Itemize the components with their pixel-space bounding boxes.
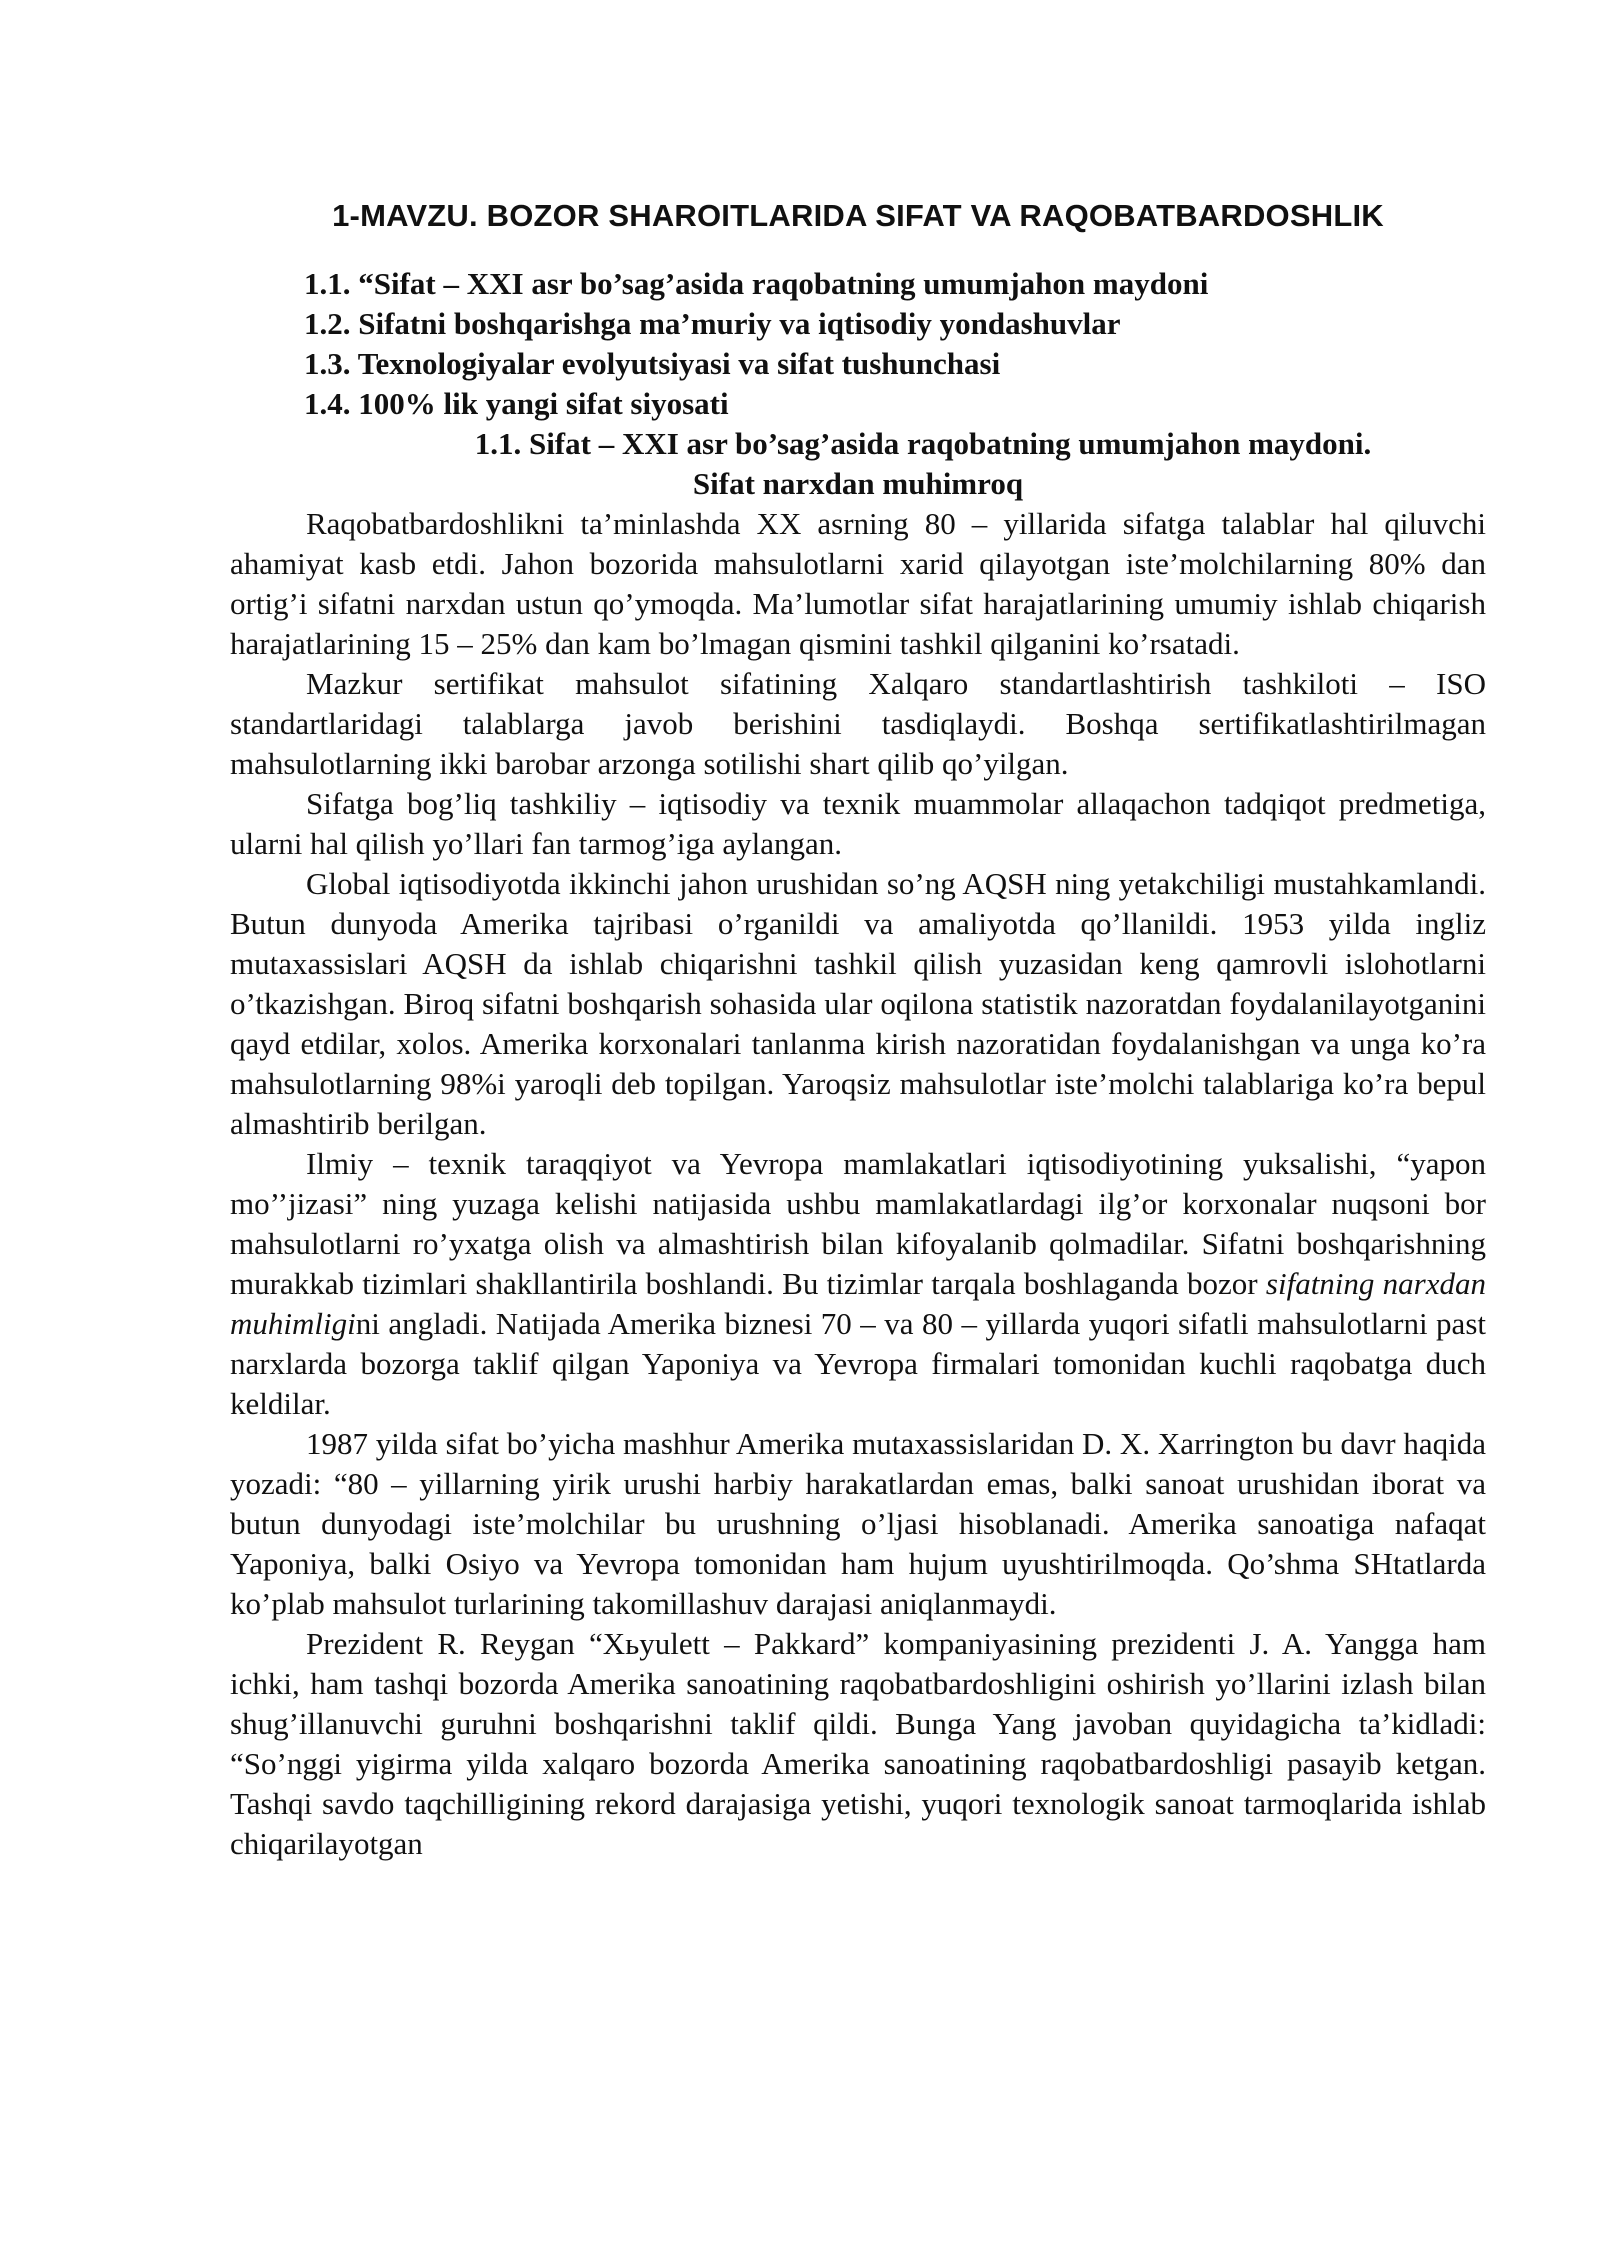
- page-content: [230, 196, 1486, 1864]
- italic-phrase: sifatning narxdan muhimligi: [230, 1266, 1487, 1341]
- toc-item: 1.4. 100% lik yangi sifat siyosati: [304, 386, 729, 421]
- toc-item: 1.3. Texnologiyalar evolyutsiyasi va sifat tushunchasi: [304, 346, 1001, 381]
- paragraph-text: Ilmiy – texnik taraqqiyot va Yevropa mamlakatlari iqtisodiyotining yuksalishi, “yapon mo’’jizasi” ning yuzaga kelishi natijasida ushbu mamlakatlardagi ilg’or korxonalar nuqsoni bor mahsulotlarni ro’yxatga olish va almashtirish bilan kifoyalanib qolmadilar. Sifatni boshqarishning murakkab tizimlari shakllantirila boshlandi. Bu tizimlar tarqala boshlaganda bozor: [230, 1146, 1486, 1301]
- paragraph: Mazkur sertifikat mahsulot sifatining Xalqaro standartlashtirish tashkiloti – ISO standartlaridagi talablarga javob berishini tasdiqlaydi. Boshqa sertifikatlashtirilmagan mahsulotlarning ikki barobar arzonga sotilishi shart qilib qo’yilgan.: [230, 666, 1486, 781]
- paragraph: Sifatga bog’liq tashkiliy – iqtisodiy va texnik muammolar allaqachon tadqiqot predmetiga, ularni hal qilish yo’llari fan tarmog’iga aylangan.: [230, 786, 1486, 861]
- paragraph: Global iqtisodiyotda ikkinchi jahon urushidan so’ng AQSH ning yetakchiligi mustahkamlandi. Butun dunyoda Amerika tajribasi o’rganildi va amaliyotda qo’llanildi. 1953 yilda ingliz mutaxassislari AQSH da ishlab chiqarishni tashkil qilish yuzasidan keng qamrovli islohotlarni o’tkazishgan. Biroq sifatni boshqarish sohasida ular oqilona statistik nazoratdan foydalanilayotganini qayd etdilar, xolos. Amerika korxonalari tanlanma kirish nazoratidan foydalanishgan va unga ko’ra mahsulotlarning 98%i yaroqli deb topilgan. Yaroqsiz mahsulotlar iste’molchi talablariga ko’ra bepul almashtirib berilgan.: [230, 866, 1486, 1141]
- paragraph: 1987 yilda sifat bo’yicha mashhur Amerika mutaxassislaridan D. X. Xarrington bu davr haqida yozadi: “80 – yillarning yirik urushi harbiy harakatlardan emas, balki sanoat urushidan iborat va butun dunyodagi iste’molchilar bu urushning o’ljasi hisoblanadi. Amerika sanoatiga nafaqat Yaponiya, balki Osiyo va Yevropa tomonidan ham hujum uyushtirilmoqda. Qo’shma SHtatlarda ko’plab mahsulot turlarining takomillashuv darajasi aniqlanmaydi.: [230, 1426, 1486, 1621]
- paragraph: [230, 1144, 1486, 1424]
- toc-item: 1.1. “Sifat – XXI asr bo’sag’asida raqobatning umumjahon maydoni: [304, 266, 1209, 301]
- section-subheading: Sifat narxdan muhimroq: [692, 466, 1024, 501]
- document-title: 1-MAVZU. BOZOR SHAROITLARIDA SIFAT VA RAQOBATBARDOSHLIK: [332, 198, 1384, 233]
- section-heading: 1.1. Sifat – XXI asr bo’sag’asida raqobatning umumjahon maydoni.: [474, 426, 1372, 461]
- paragraph: Prezident R. Reygan “Xьyulett – Pakkard” kompaniyasining prezidenti J. A. Yangga ham ichki, ham tashqi bozorda Amerika sanoatining raqobatbardoshligini oshirish yo’llarini izlash bilan shug’illanuvchi guruhni boshqarishni taklif qildi. Bunga Yang javoban quyidagicha ta’kidladi: “So’nggi yigirma yilda xalqaro bozorda Amerika sanoatining raqobatbardoshligi pasayib ketgan. Tashqi savdo taqchilligining rekord darajasiga yetishi, yuqori texnologik sanoat tarmoqlarida ishlab chiqarilayotgan: [230, 1626, 1486, 1861]
- table-of-contents: [230, 264, 1486, 424]
- toc-item: 1.2. Sifatni boshqarishga ma’muriy va iqtisodiy yondashuvlar: [304, 306, 1121, 341]
- paragraph-text: ni angladi. Natijada Amerika biznesi 70 – va 80 – yillarda yuqori sifatli mahsulotlarni past narxlarda bozorga taklif qilgan Yaponiya va Yevropa firmalari tomonidan kuchli raqobatga duch keldilar.: [230, 1306, 1486, 1421]
- body-text: [230, 504, 1486, 1864]
- paragraph: Raqobatbardoshlikni ta’minlashda XX asrning 80 – yillarida sifatga talablar hal qiluvchi ahamiyat kasb etdi. Jahon bozorida mahsulotlarni xarid qilayotgan iste’molchilarning 80% dan ortig’i sifatni narxdan ustun qo’ymoqda. Ma’lumotlar sifat harajatlarining umumiy ishlab chiqarish harajatlarining 15 – 25% dan kam bo’lmagan qismini tashkil qilganini ko’rsatadi.: [230, 506, 1486, 661]
